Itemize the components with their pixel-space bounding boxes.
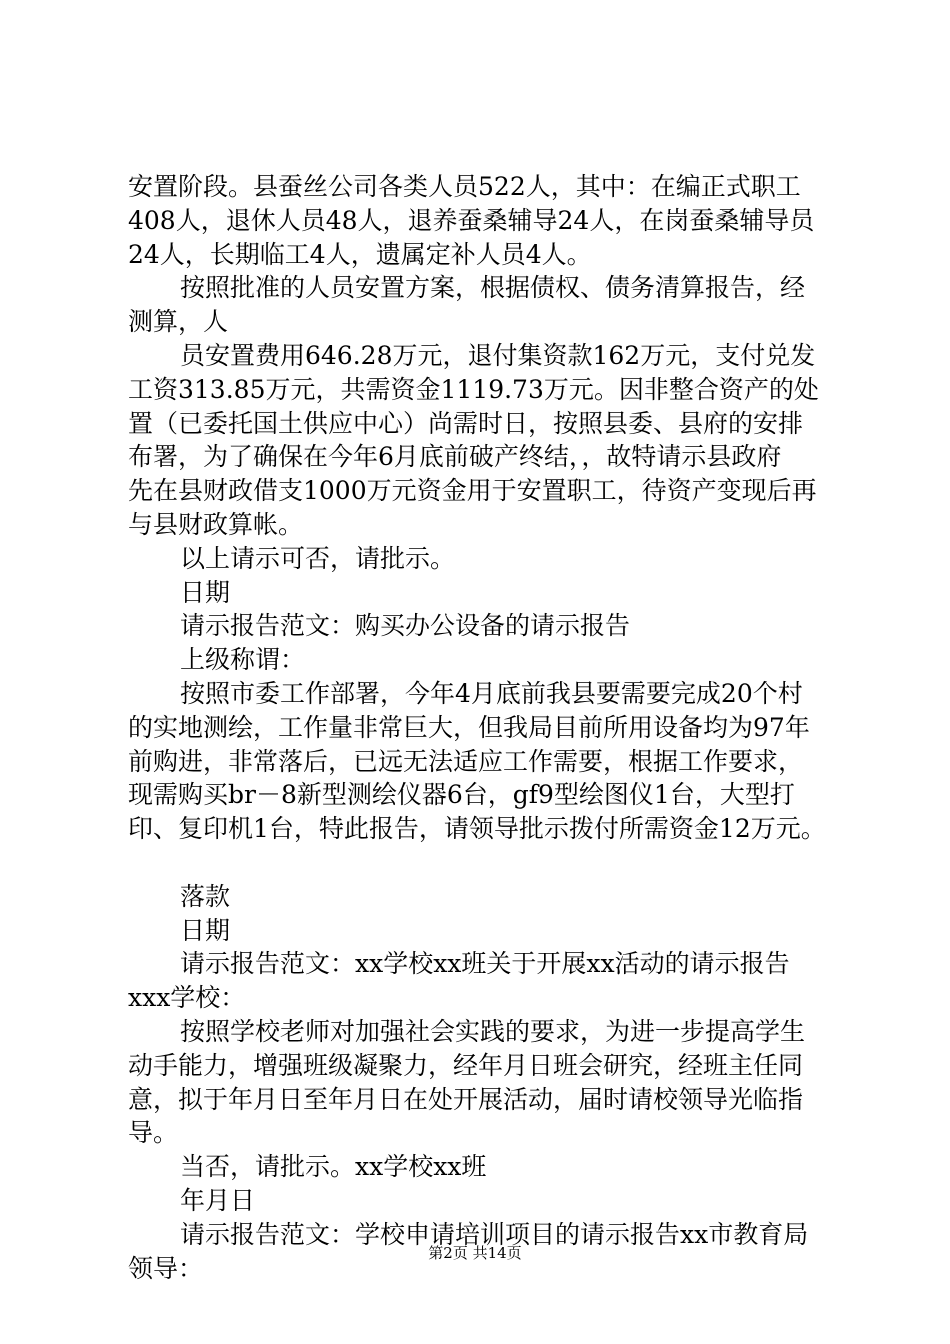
paragraph-start-line: 按照批准的人员安置方案，根据债权、债务清算报告，经 [180,273,806,303]
text-line: 意，拟于年月日至年月日在处开展活动，届时请校领导光临指 [128,1084,804,1114]
page-number-footer: 第2页 共14页 [428,1244,522,1262]
paragraph-start-line: 按照学校老师对加强社会实践的要求，为进一步提高学生 [180,1016,806,1046]
section-title-line: 请示报告范文：xx学校xx班关于开展xx活动的请示报告 [180,949,790,979]
salutation-line: xxx学校： [128,983,246,1013]
date-line: 日期 [180,915,231,945]
signature-line: 落款 [180,881,231,911]
text-line: 置（已委托国土供应中心）尚需时日，按照县委、县府的安排 [128,408,804,438]
document-body [128,170,840,1285]
text-line: 24人，长期临工4人，遗属定补人员4人。 [128,239,592,269]
text-line: 先在县财政借支1000万元资金用于安置职工，待资产变现后再 [128,476,817,506]
text-line: 的实地测绘，工作量非常巨大，但我局目前所用设备均为97年 [128,712,810,742]
text-line: 现需购买br－8新型测绘仪器6台，gf9型绘图仪1台，大型打 [128,780,795,810]
section-title-line: 请示报告范文：购买办公设备的请示报告 [180,611,631,641]
salutation-line: 领导： [128,1253,204,1283]
section-title-line: 请示报告范文：学校申请培训项目的请示报告xx市教育局 [180,1219,809,1249]
text-line: 导。 [128,1118,179,1148]
text-line: 印、复印机1台，特此报告，请领导批示拨付所需资金12万元。 [128,814,826,844]
paragraph-start-line: 当否，请批示。xx学校xx班 [180,1152,487,1182]
date-line: 日期 [180,577,231,607]
text-line: 布署，为了确保在今年6月底前破产终结，，故特请示县政府 [128,442,782,472]
blank-line [128,846,840,880]
paragraph-start-line: 按照市委工作部署，今年4月底前我县要需要完成20个村 [180,678,803,708]
date-line: 年月日 [180,1185,256,1215]
text-line: 与县财政算帐。 [128,509,304,539]
text-line: 工资313.85万元，共需资金1119.73万元。因非整合资产的处 [128,374,819,404]
text-line: 动手能力，增强班级凝聚力，经年月日班会研究，经班主任同 [128,1050,804,1080]
text-line: 测算，人 [128,307,229,337]
paragraph-start-line: 员安置费用646.28万元，退付集资款162万元，支付兑发 [180,340,816,370]
text-line: 前购进，非常落后，已远无法适应工作需要，根据工作要求， [128,746,804,776]
text-line: 安置阶段。县蚕丝公司各类人员522人，其中：在编正式职工 [128,172,801,201]
paragraph-start-line: 以上请示可否，请批示。 [180,543,456,573]
salutation-line: 上级称谓： [180,645,306,675]
text-line: 408人，退休人员48人，退养蚕桑辅导24人，在岗蚕桑辅导员 [128,205,815,235]
